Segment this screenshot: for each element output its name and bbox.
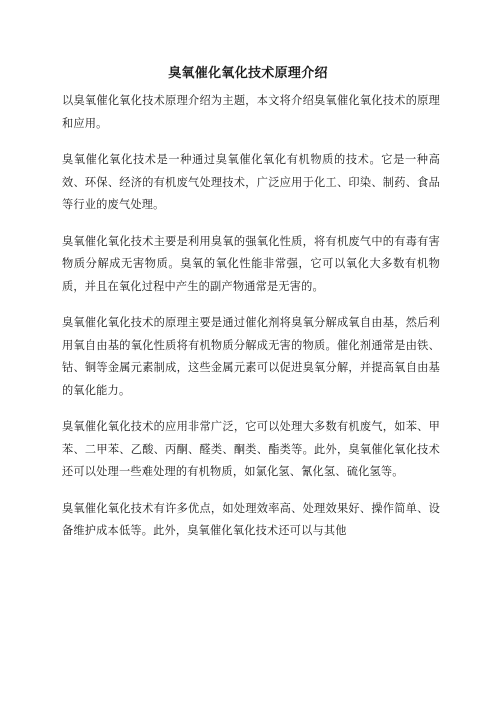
paragraph-intro: 以臭氧催化氧化技术原理介绍为主题，本文将介绍臭氧催化氧化技术的原理和应用。 [62,94,440,130]
paragraph-application: 臭氧催化氧化技术的应用非常广泛，它可以处理大多数有机废气，如苯、甲苯、二甲苯、乙酸、丙酮、醛类、酮类、酯类等。此外，臭氧催化氧化技术还可以处理一些难处理的有机物质，如氯化氢、氰化氢、硫化氢等。 [62,420,440,478]
paragraph-oxidation: 臭氧催化氧化技术主要是利用臭氧的强氧化性质，将有机废气中的有毒有害物质分解成无害物质。臭氧的氧化性能非常强，它可以氧化大多数有机物质，并且在氧化过程中产生的副产物通常是无害的。 [62,234,440,293]
document-title: 臭氧催化氧化技术原理介绍 [168,66,328,81]
paragraph-definition: 臭氧催化氧化技术是一种通过臭氧催化氧化有机物质的技术。它是一种高效、环保、经济的有机废气处理技术，广泛应用于化工、印染、制药、食品等行业的废气处理。 [62,153,440,211]
paragraph-advantages: 臭氧催化氧化技术有许多优点，如处理效率高、处理效果好、操作简单、设备维护成本低等。此外，臭氧催化氧化技术还可以与其他 [62,501,440,537]
paragraph-principle: 臭氧催化氧化技术的原理主要是通过催化剂将臭氧分解成氧自由基，然后利用氧自由基的氧化性质将有机物质分解成无害的物质。催化剂通常是由铁、钴、铜等金属元素制成，这些金属元素可以促进臭氧分解，并提高氧自由基的氧化能力。 [62,316,440,397]
document-body [62,90,440,557]
